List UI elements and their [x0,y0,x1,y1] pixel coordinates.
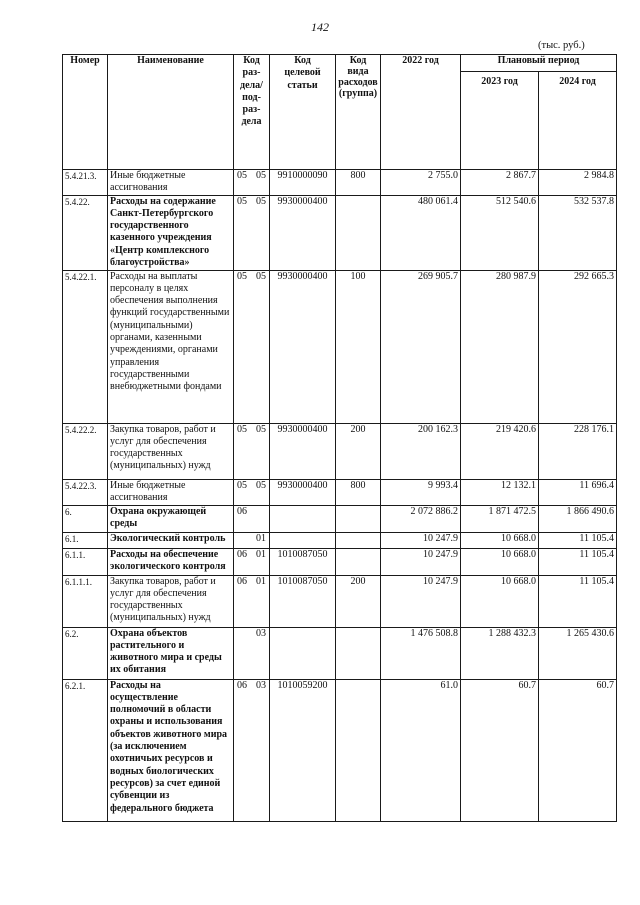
header-expense-type: Код вида расходов (группа) [336,55,381,170]
table-row: 5.4.22.3. Иные бюджетные ассигнования 05 05 9930000400 800 9 993.4 12 132.1 11 696.4 [63,479,617,505]
table-row: 5.4.22. Расходы на содержание Санкт-Петербургского государственного казенного учреждения «Центр комплексного благоустройства» 05 05 9930000400 480 061.4 512 540.6 532 537.8 [63,195,617,270]
header-2023: 2023 год [461,72,539,170]
header-number: Номер [63,55,108,170]
table-row: 5.4.22.1. Расходы на выплаты персоналу в целях обеспечения выполнения функций государственными (муниципальными) органами, казенными учреждениями, органами управления государственными внебюджетными фондами 05 05 9930000400 100 269 905.7 280 987.9 292 665.3 [63,270,617,423]
table-row: 5.4.22.2. Закупка товаров, работ и услуг для обеспечения государственных (муниципальных) нужд 05 05 9930000400 200 200 162.3 219 420.6 228 176.1 [63,423,617,479]
header-article-code: Код целевой статьи [270,55,336,170]
header-name: Наименование [108,55,234,170]
budget-table [62,54,617,822]
header-plan-period: Плановый период [461,55,617,72]
table-row: 5.4.21.3. Иные бюджетные ассигнования 05 05 9910000090 800 2 755.0 2 867.7 2 984.8 [63,170,617,196]
units-label: (тыс. руб.) [538,40,585,51]
header-2022: 2022 год [381,55,461,170]
table-row: 6.1.1.1. Закупка товаров, работ и услуг для обеспечения государственных (муниципальных) нужд 06 01 1010087050 200 10 247.9 10 668.0 11 105.4 [63,575,617,627]
table-row: 6.1. Экологический контроль 01 10 247.9 10 668.0 11 105.4 [63,532,617,548]
page-number: 142 [311,20,329,34]
table-row: 6. Охрана окружающей среды 06 2 072 886.2 1 871 472.5 1 866 490.6 [63,505,617,532]
header-2024: 2024 год [539,72,617,170]
table-row: 6.2.1. Расходы на осуществление полномочий в области охраны и использования объектов животного мира (за исключением охотничьих ресурсов и водных биологических ресурсов) за счет единой субвенции из федерального бюджета 06 03 1010059200 61.0 60.7 60.7 [63,679,617,821]
header-section-code: Код раз- дела/ под- раз- дела [234,55,270,170]
table-row: 6.1.1. Расходы на обеспечение экологического контроля 06 01 1010087050 10 247.9 10 668.0 11 105.4 [63,548,617,575]
table-row: 6.2. Охрана объектов растительного и животного мира и среды их обитания 03 1 476 508.8 1 288 432.3 1 265 430.6 [63,627,617,679]
